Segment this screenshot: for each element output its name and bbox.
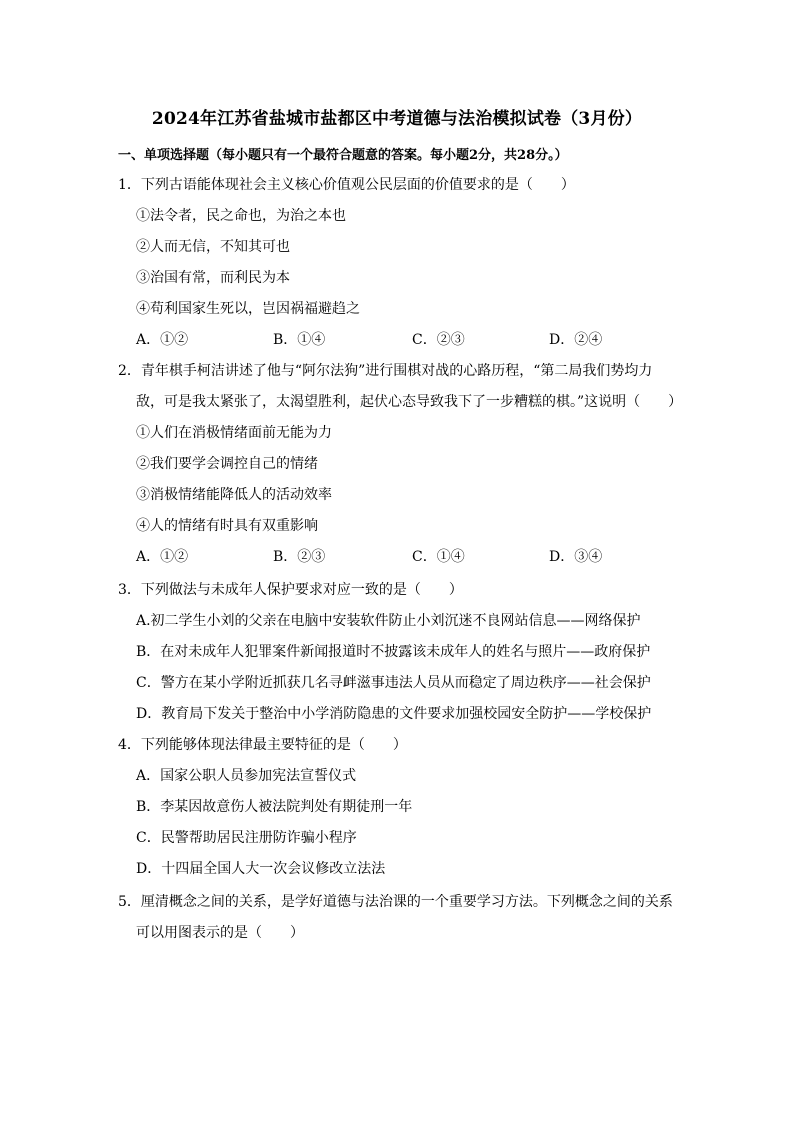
question-3-stem: 3．下列做法与未成年人保护要求对应一致的是（ ） [118, 582, 463, 598]
question-3-option-c[interactable]: C．警方在某小学附近抓获几名寻衅滋事违法人员从而稳定了周边秩序——社会保护 [136, 675, 651, 691]
question-1-choice-a[interactable]: A．①② [136, 332, 189, 348]
section-heading: 一、单项选择题（每小题只有一个最符合题意的答案。每小题2分，共28分。） [118, 148, 568, 163]
question-5-stem-line-1: 5．厘清概念之间的关系，是学好道德与法治课的一个重要学习方法。下列概念之间的关系 [118, 894, 673, 910]
question-2-choice-c[interactable]: C．①④ [412, 549, 465, 565]
question-1-item-2: ②人而无信，不知其可也 [136, 239, 290, 255]
question-1-stem: 1．下列古语能体现社会主义核心价值观公民层面的价值要求的是（ ） [118, 177, 575, 193]
question-2-choice-a[interactable]: A．①② [136, 549, 189, 565]
question-2-item-2: ②我们要学会调控自己的情绪 [136, 456, 318, 472]
question-2-item-4: ④人的情绪有时具有双重影响 [136, 518, 318, 534]
question-2-item-1: ①人们在消极情绪面前无能为力 [136, 425, 332, 441]
question-4-option-a[interactable]: A．国家公职人员参加宪法宣誓仪式 [136, 768, 357, 784]
question-1-choice-c[interactable]: C．②③ [412, 332, 465, 348]
exam-title: 2024年江苏省盐城市盐都区中考道德与法治模拟试卷（3月份） [151, 109, 643, 129]
question-4-stem: 4．下列能够体现法律最主要特征的是（ ） [118, 737, 407, 753]
question-1-item-3: ③治国有常，而利民为本 [136, 270, 290, 286]
question-4-option-d[interactable]: D．十四届全国人大一次会议修改立法法 [136, 861, 386, 877]
question-4-option-b[interactable]: B．李某因故意伤人被法院判处有期徒刑一年 [136, 799, 413, 815]
question-2-choice-b[interactable]: B．②③ [273, 549, 326, 565]
question-3-option-d[interactable]: D．教育局下发关于整治中小学消防隐患的文件要求加强校园安全防护——学校保护 [136, 706, 652, 722]
question-2-stem-line-2: 敌，可是我太紧张了，太渴望胜利，起伏心态导致我下了一步糟糕的棋。”这说明（ ） [136, 394, 683, 410]
question-3-option-a[interactable]: A.初二学生小刘的父亲在电脑中安装软件防止小刘沉迷不良网站信息——网络保护 [136, 613, 641, 629]
question-4-option-c[interactable]: C．民警帮助居民注册防诈骗小程序 [136, 830, 357, 846]
question-2-choices [136, 547, 656, 567]
question-1-choices [136, 330, 656, 350]
question-1-item-4: ④苟利国家生死以，岂因祸福避趋之 [136, 301, 360, 317]
question-5-stem-line-2: 可以用图表示的是（ ） [136, 925, 304, 941]
question-1-choice-b[interactable]: B．①④ [273, 332, 326, 348]
question-3-option-b[interactable]: B．在对未成年人犯罪案件新闻报道时不披露该未成年人的姓名与照片——政府保护 [136, 644, 651, 660]
question-2-item-3: ③消极情绪能降低人的活动效率 [136, 487, 332, 503]
question-1-choice-d[interactable]: D．②④ [549, 332, 603, 348]
question-2-choice-d[interactable]: D．③④ [549, 549, 603, 565]
question-2-stem-line-1: 2．青年棋手柯洁讲述了他与“阿尔法狗”进行围棋对战的心路历程，“第二局我们势均力 [118, 363, 653, 379]
question-1-item-1: ①法令者，民之命也，为治之本也 [136, 208, 346, 224]
